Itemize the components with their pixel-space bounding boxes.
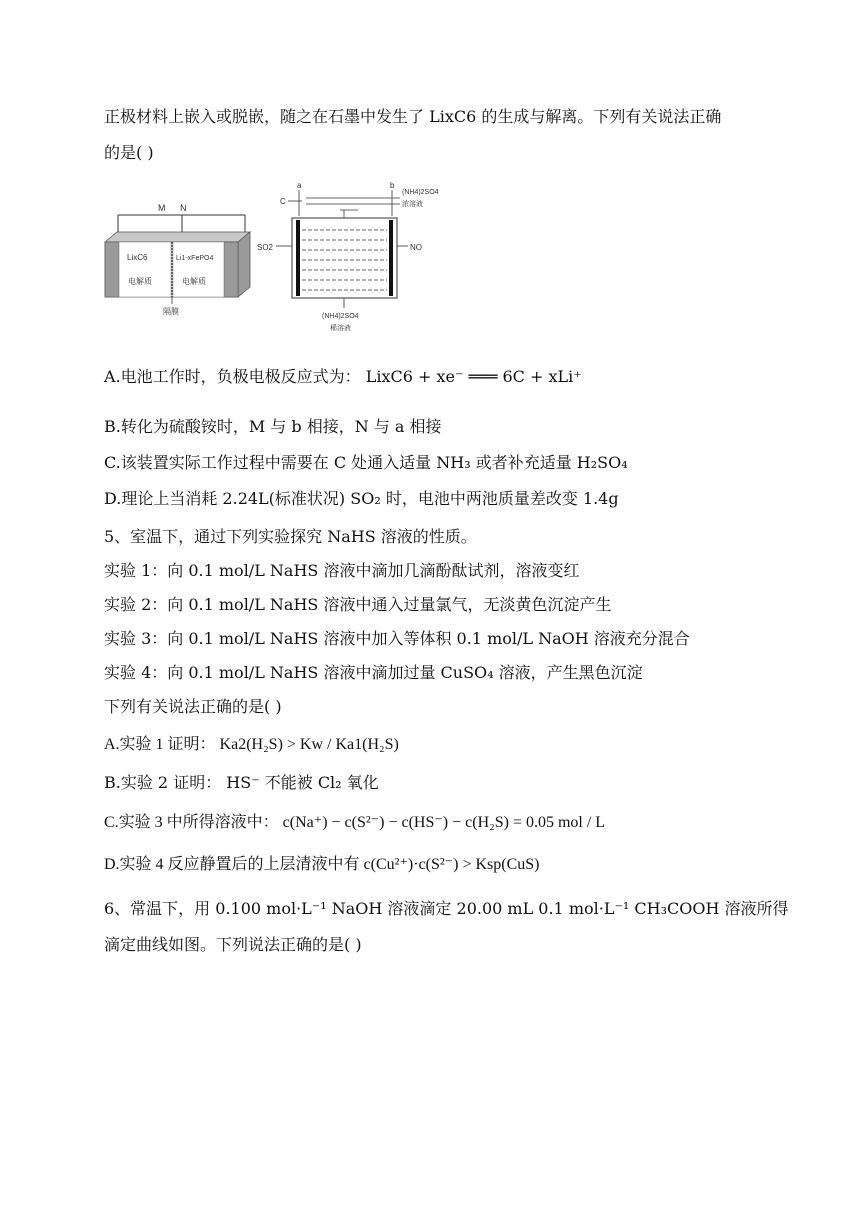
q5-question: 下列有关说法正确的是( ) bbox=[104, 697, 282, 716]
electrolyte-left: 电解质 bbox=[128, 277, 152, 286]
intro-line-1: 正极材料上嵌入或脱嵌，随之在石墨中发生了 LixC6 的生成与解离。下列有关说法正确 bbox=[104, 107, 722, 126]
no-label: NO bbox=[410, 243, 422, 252]
q4-option-a: A.电池工作时，负极电极反应式为： LixC6 + xe⁻ ═══ 6C + xLi⁺ bbox=[104, 367, 582, 386]
q5-option-d: D.实验 4 反应静置后的上层清液中有 c(Cu²⁺)·c(S²⁻) > Ksp(CuS) bbox=[104, 856, 540, 873]
q5-exp3: 实验 3：向 0.1 mol/L NaHS 溶液中加入等体积 0.1 mol/L NaOH 溶液充分混合 bbox=[104, 629, 690, 648]
top-note: 浓溶液 bbox=[402, 201, 423, 208]
label-m: M bbox=[158, 203, 166, 213]
q6-line-2: 滴定曲线如图。下列说法正确的是( ) bbox=[104, 935, 362, 954]
top-product: (NH4)2SO4 bbox=[402, 189, 439, 196]
q5-exp2: 实验 2：向 0.1 mol/L NaHS 溶液中通入过量氯气，无淡黄色沉淀产生 bbox=[104, 595, 612, 614]
bottom-feed: (NH4)2SO4 bbox=[322, 313, 359, 320]
bottom-note: 稀溶液 bbox=[330, 325, 351, 332]
q5-option-a: A.实验 1 证明： Ka2(H₂S) > Kw / Ka1(H₂S) bbox=[104, 736, 399, 753]
separator-label: 隔膜 bbox=[163, 307, 179, 316]
label-n: N bbox=[180, 203, 187, 213]
absorber-figure bbox=[257, 181, 439, 332]
electrolyte-right: 电解质 bbox=[182, 277, 206, 286]
q6-line-1: 6、常温下，用 0.100 mol·L⁻¹ NaOH 溶液滴定 20.00 mL 0.1 mol·L⁻¹ CH₃COOH 溶液所得 bbox=[104, 899, 789, 918]
label-b: b bbox=[390, 181, 395, 190]
q5-option-c: C.实验 3 中所得溶液中： c(Na⁺) − c(S²⁻) − c(HS⁻) − c(H₂S) = 0.05 mol / L bbox=[104, 814, 606, 831]
q4-option-d: D.理论上当消耗 2.24L(标准状况) SO₂ 时，电池中两池质量差改变 1.4g bbox=[104, 489, 619, 508]
battery-figure bbox=[105, 203, 250, 316]
q5-option-b: B.实验 2 证明： HS⁻ 不能被 Cl₂ 氧化 bbox=[104, 773, 379, 792]
q5-exp4: 实验 4：向 0.1 mol/L NaHS 溶液中滴加过量 CuSO₄ 溶液，产生黑色沉淀 bbox=[104, 663, 643, 682]
label-a: a bbox=[297, 181, 302, 190]
battery-and-absorber-diagram bbox=[100, 180, 500, 340]
label-c: C bbox=[280, 197, 286, 206]
so2-label: SO2 bbox=[257, 243, 274, 252]
q4-option-c: C.该装置实际工作过程中需要在 C 处通入适量 NH₃ 或者补充适量 H₂SO₄ bbox=[104, 453, 628, 472]
cathode-label: Li1-xFePO4 bbox=[176, 255, 214, 262]
intro-line-2: 的是( ) bbox=[104, 143, 154, 162]
q5-stem: 5、室温下，通过下列实验探究 NaHS 溶液的性质。 bbox=[104, 527, 477, 546]
q5-exp1: 实验 1：向 0.1 mol/L NaHS 溶液中滴加几滴酚酞试剂，溶液变红 bbox=[104, 561, 580, 580]
q4-option-b: B.转化为硫酸铵时，M 与 b 相接，N 与 a 相接 bbox=[104, 417, 442, 436]
anode-label: LixC6 bbox=[127, 253, 148, 262]
